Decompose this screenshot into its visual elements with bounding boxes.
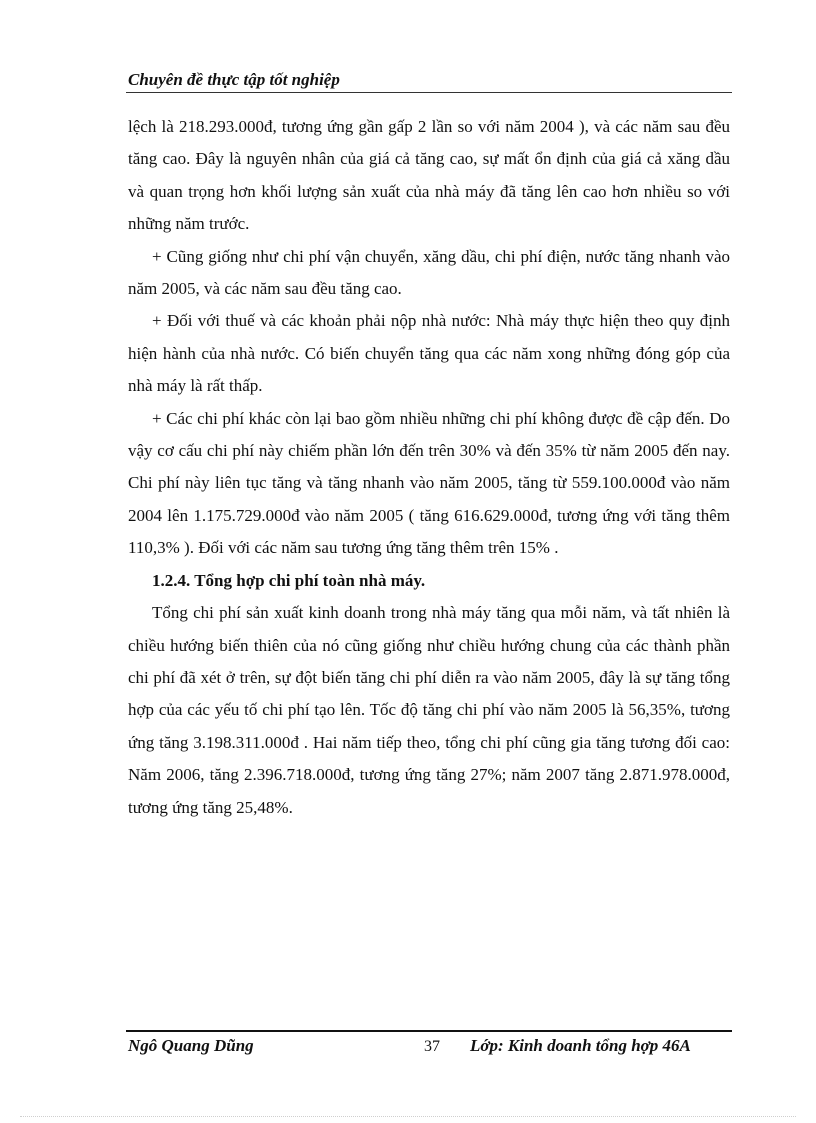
body-text <box>128 111 730 824</box>
paragraph-other-costs: + Các chi phí khác còn lại bao gồm nhiều những chi phí không được đề cập đến. Do vậy cơ cấu chi phí này chiếm phần lớn đến trên 30% và đến 35% từ năm 2005 đến nay. Chi phí này liên tục tăng và tăng nhanh vào năm 2005, tăng từ 559.100.000đ vào năm 2004 lên 1.175.729.000đ vào năm 2005 ( tăng 616.629.000đ, tương ứng với tăng thêm 110,3% ). Đối với các năm sau tương ứng tăng thêm trên 15% . <box>128 408 730 558</box>
paragraph-continuation: lệch là 218.293.000đ, tương ứng gần gấp 2 lần so với năm 2004 ), và các năm sau đều tăng cao. Đây là nguyên nhân của giá cả tăng cao, sự mất ổn định của giá cả xăng dầu và quan trọng hơn khối lượng sản xuất của nhà máy đã tăng lên cao hơn nhiều so với những năm trước. <box>128 117 730 234</box>
page-number: 37 <box>424 1038 440 1055</box>
header-title: Chuyên đề thực tập tốt nghiệp <box>128 70 340 89</box>
footer-class-label: Lớp: Kinh doanh tổng hợp 46A <box>470 1036 691 1055</box>
footer-divider <box>126 1030 732 1032</box>
section-heading: 1.2.4. Tổng hợp chi phí toàn nhà máy. <box>152 570 426 590</box>
paragraph-tax: + Đối với thuế và các khoản phải nộp nhà nước: Nhà máy thực hiện theo quy định hiện hành của nhà nước. Có biến chuyển tăng qua các năm xong những đóng góp của nhà máy là rất thấp. <box>128 311 730 396</box>
paragraph-transport-cost: + Cũng giống như chi phí vận chuyển, xăng dầu, chi phí điện, nước tăng nhanh vào năm 2005, và các năm sau đều tăng cao. <box>128 246 730 299</box>
paragraph-total-cost: Tổng chi phí sản xuất kinh doanh trong nhà máy tăng qua mỗi năm, và tất nhiên là chiều hướng biến thiên của nó cũng giống như chiều hướng chung của các thành phần chi phí đã xét ở trên, sự đột biến tăng chi phí diễn ra vào năm 2005, đây là sự tăng tổng hợp của các yếu tố chi phí tạo lên. Tốc độ tăng chi phí vào năm 2005 là 56,35%, tương ứng tăng 3.198.311.000đ . Hai năm tiếp theo, tổng chi phí cũng gia tăng tương đối cao: Năm 2006, tăng 2.396.718.000đ, tương ứng tăng 27%; năm 2007 tăng 2.871.978.000đ, tương ứng tăng 25,48%. <box>128 603 730 817</box>
footer-author: Ngô Quang Dũng <box>128 1036 254 1055</box>
page-bottom-border <box>20 1116 796 1117</box>
header-divider <box>126 92 732 93</box>
